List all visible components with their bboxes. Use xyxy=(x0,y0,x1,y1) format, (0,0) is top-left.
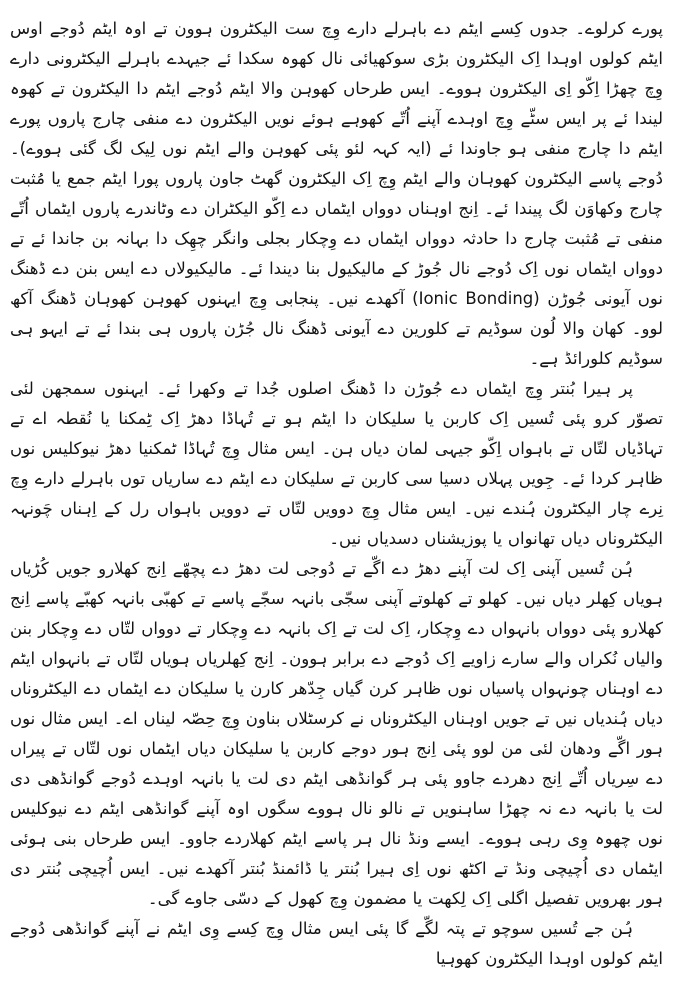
paragraph-1: پورے کرلوے۔ جدوں کِسے ایٹم دے باہرلے دارے وِچ ست الیکٹرون ہوون تے اوہ ایٹم دُوجے اوس ایٹم کولوں اوہدا اِک الیکٹرون بڑی سوکھیائی نال کھوہ سکدا ئے جیہدے باہرلے الیکٹرونی دارے وِچ چھڑا اِکّو اِی الیکٹرون ہووے۔ ایس طرحاں کھوہن والا ایٹم دُوجے ایٹم دا الیکٹرون تے کھوہ لیندا ئے پر ایس سٹّے وِچ اوہدے آپنے اُتّے کھوہے ہوئے نویں الیکٹرون دے منفی چارج پاروں پورے ایٹم دا چارج منفی ہو جاوندا ئے (ایہ کہہ لئو پئی کھوہن والے ایٹم نوں لِیک لگ گئی ہووے)۔ دُوجے پاسے الیکٹرون کھوہان والے ایٹم وِچ اِک الیکٹرون گھٹ جاون پاروں پورا ایٹم جمع یا مُثبت چارج وکھاوَن لگ پیندا ئے۔ اِنج اوہناں دوواں ایٹماں دے اِکّو الیکٹران دے وٹاندرے پاروں ایٹماں اُتّے منفی تے مُثبت چارج دا حادثہ دوواں ایٹماں دے وِچکار بجلی وانگر چھِک دا بہانہ بن جاندا ئے تے دوواں ایٹماں نوں اِک دُوجے نال جُوڑ کے مالیکیول بنا دیندا ئے۔ مالیکیولاں دے ایس بنن دے ڈھنگ نوں آیونی جُوڑن (Ionic Bonding) آکھدے نیں۔ پنجابی وِچ ایہنوں کھوہن کھوہان ڈھنگ آکھ لوو۔ کھان والا لُون سوڈیم تے کلورین دے آیونی ڈھنگ نال جُڑن پاروں ہی بندا ئے تے ایہو ہی سوڈیم کلورائڈ ہے۔ xyxy=(10,19,663,368)
paragraph-4: ہُن جے تُسیں سوچو تے پتہ لگّے گا پئی ایس مثال وِچ کِسے وِی ایٹم نے آپنے گوانڈھی دُوجے ایٹم کولوں اوہدا الیکٹرون کھوہیا xyxy=(10,919,663,968)
paragraph-3: ہُن تُسیں آپنی اِک لت آپنے دھڑ دے اگّے تے دُوجی لت دھڑ دے پچھّے اِنج کھلارو جویں کُڑیاں ہویاں کِھلر دیاں نیں۔ کھلو تے کھلوتے آپنی سجّی بانہہ سجّے پاسے تے کھبّی بانہہ کھبّے پاسے اِنج کھلارو پئی دوواں بانہواں دے وِچکار، اِک لت تے اِک بانہہ دے وِچکار تے دوواں لتّاں دے وِچکار بنن والیاں نُکراں والے سارے زاویے اِک دُوجے دے برابر ہوون۔ اِنج کِھلریاں ہویاں لتّاں تے بانہواں ایٹم دے اوہناں چونہواں پاسیاں نوں ظاہر کرن گیاں جِدّھر کارن یا سلیکان دے ایٹماں دے الیکٹروناں دیاں ہُندیاں نیں تے جویں اوہناں الیکٹروناں نے کرسٹلاں بناون وِچ حِصّہ لیناں اے۔ ایس مثال نوں ہور اگّے ودھان لئی من لوو پئی اِنج ہور دوجے کاربن یا سلیکان دیاں ایٹماں نوں لتّاں تے پیراں دے سِریاں اُتّے اِنج دھردے جاوو پئی ہر گوانڈھی ایٹم دی لت یا بانہہ اوہدے دُوجے گوانڈھی دی لت یا بانہہ دے نہ چھڑا ساہنویں تے نالو نال ہووے سگوں اوہ آپنے گوانڈھی ایٹم دے نیوکلیس نوں چھوہ وِی رہی ہووے۔ ایسے ونڈ نال ہر پاسے ایٹم کھلاردے جاوو۔ ایس طرحاں بنی ہوئی ایٹماں دی اُچیچی ونڈ تے اکٹھ نوں اِی ہیرا بُنتر یا ڈائمنڈ بُنتر آکھدے نیں۔ ایس اُچیچی بُنتر دی ہور بھرویں تفصیل اگلی اِک لِکھت یا مضمون وِچ کھول کے دسّی جاوے گی۔ xyxy=(10,559,663,908)
paragraph-2: پر ہیرا بُنتر وِچ ایٹماں دے جُوڑن دا ڈھنگ اصلوں جُدا تے وکھرا ئے۔ ایہنوں سمجھن لئی تصوّر کرو پئی تُسیں اِک کاربن یا سلیکان دا ایٹم ہو تے تُہاڈا دھڑ اِک ٹِمکنا یا نُقطہ اے تے تہاڈیاں لتّاں تے باہواں اِکّو جیہی لمان دیاں ہن۔ ایس مثال وِچ تُہاڈا ٹمکنیا دھڑ نیوکلیس نوں ظاہر کردا ئے۔ جِویں پہلاں دسیا سی کاربن تے سلیکان دے ایٹم دے ساریاں توں باہرلے دارے وِچ نِرے چار الیکٹرون ہُندے نیں۔ ایس مثال وِچ دوویں لتّاں تے دوویں باہواں رل کے اِہناں چَونہہ الیکٹروناں دیاں تھانواں یا پوزیشناں دسدیاں نیں۔ xyxy=(10,379,663,548)
